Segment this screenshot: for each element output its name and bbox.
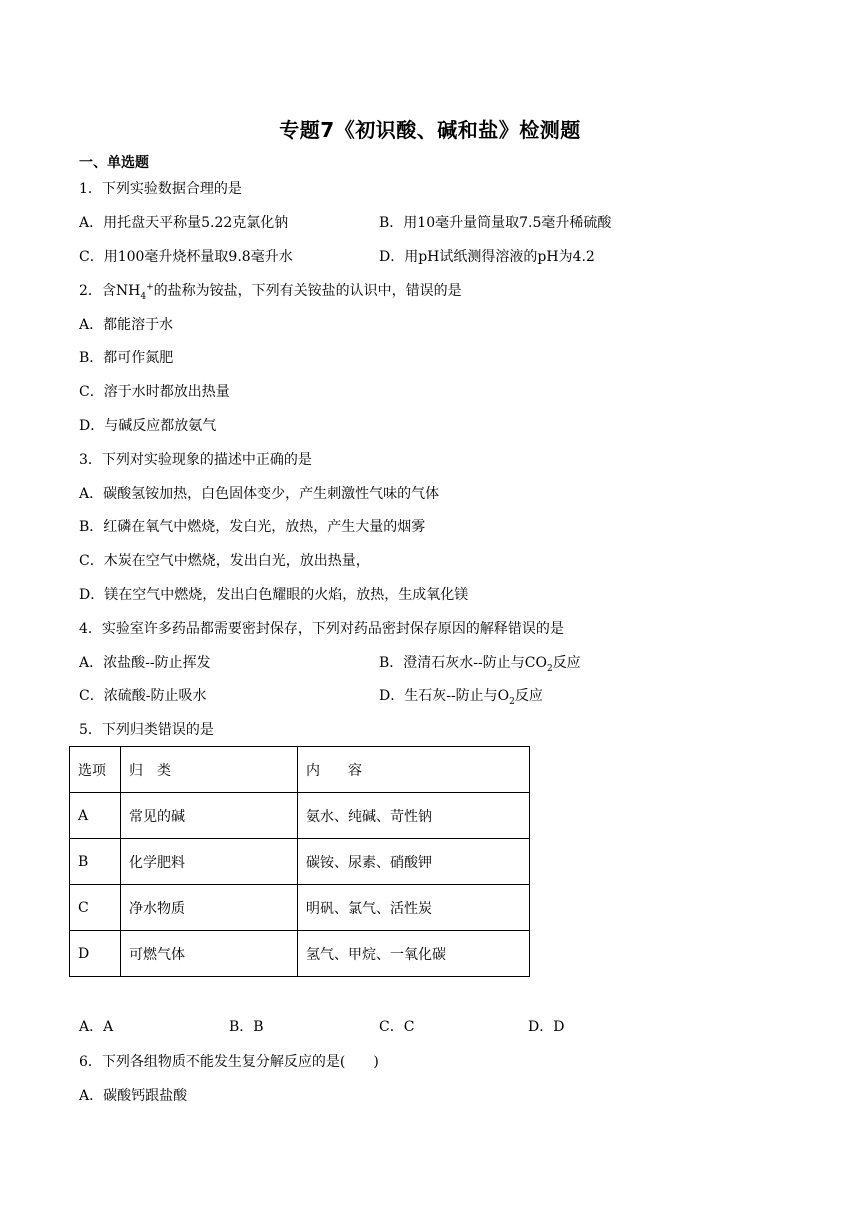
q4-option-c: C．浓硫酸-防止吸水 bbox=[79, 688, 207, 704]
table-header-cell: 选项 bbox=[70, 747, 121, 793]
q4-option-b-post: 反应 bbox=[552, 655, 581, 671]
table-header-cell: 内 容 bbox=[298, 747, 530, 793]
table-cell: 化学肥料 bbox=[121, 839, 298, 885]
table-cell: 净水物质 bbox=[121, 885, 298, 931]
table-cell: D bbox=[70, 931, 121, 977]
q2-stem-pre: 2．含NH bbox=[79, 283, 141, 299]
q1-option-a: A．用托盘天平称量5.22克氯化钠 bbox=[79, 215, 289, 231]
q3-option-a: A．碳酸氢铵加热，白色固体变少，产生刺激性气味的气体 bbox=[79, 486, 440, 502]
q4-option-d bbox=[379, 686, 543, 706]
q3-option-c: C．木炭在空气中燃烧，发出白光，放出热量， bbox=[79, 553, 370, 569]
q2-stem-sub: 4 bbox=[140, 291, 147, 302]
q2-stem-post: 的盐称为铵盐，下列有关铵盐的认识中，错误的是 bbox=[153, 283, 462, 299]
q6-option-a: A．碳酸钙跟盐酸 bbox=[79, 1088, 188, 1104]
q4-option-d-pre: D．生石灰--防止与O bbox=[379, 688, 510, 704]
table-row bbox=[70, 839, 530, 885]
table-cell: 氨水、纯碱、苛性钠 bbox=[298, 793, 530, 839]
table-cell: 常见的碱 bbox=[121, 793, 298, 839]
q3-option-d: D．镁在空气中燃烧，发出白色耀眼的火焰，放热，生成氧化镁 bbox=[79, 587, 469, 603]
q4-option-b bbox=[379, 653, 581, 673]
q3-option-b: B．红磷在氧气中燃烧，发白光，放热，产生大量的烟雾 bbox=[79, 519, 426, 535]
q5-classification-table bbox=[69, 746, 530, 977]
table-row bbox=[70, 885, 530, 931]
q2-option-a: A．都能溶于水 bbox=[79, 317, 174, 333]
q5-option-a: A．A bbox=[79, 1019, 114, 1035]
q6-stem: 6．下列各组物质不能发生复分解反应的是( ) bbox=[79, 1054, 379, 1070]
table-cell: 可燃气体 bbox=[121, 931, 298, 977]
q2-option-d: D．与碱反应都放氨气 bbox=[79, 418, 217, 434]
q4-option-d-post: 反应 bbox=[514, 688, 543, 704]
q5-option-c: C．C bbox=[379, 1019, 415, 1035]
q4-option-b-pre: B．澄清石灰水--防止与CO bbox=[379, 655, 547, 671]
q1-option-b: B．用10毫升量筒量取7.5毫升稀硫酸 bbox=[379, 215, 612, 231]
q5-option-d: D．D bbox=[528, 1019, 565, 1035]
table-row bbox=[70, 931, 530, 977]
table-cell: 氢气、甲烷、一氧化碳 bbox=[298, 931, 530, 977]
table-cell: 碳铵、尿素、硝酸钾 bbox=[298, 839, 530, 885]
table-cell: 明矾、氯气、活性炭 bbox=[298, 885, 530, 931]
q5-stem: 5．下列归类错误的是 bbox=[79, 722, 214, 738]
q4-stem: 4．实验室许多药品都需要密封保存，下列对药品密封保存原因的解释错误的是 bbox=[79, 621, 564, 637]
table-cell: B bbox=[70, 839, 121, 885]
document-title: 专题7《初识酸、碱和盐》检测题 bbox=[279, 118, 581, 142]
table-header-row bbox=[70, 747, 530, 793]
q2-stem-sup: + bbox=[146, 282, 154, 293]
q4-option-a: A．浓盐酸--防止挥发 bbox=[79, 655, 211, 671]
q4-option-d-sub: 2 bbox=[509, 696, 515, 707]
table-cell: C bbox=[70, 885, 121, 931]
q3-stem: 3．下列对实验现象的描述中正确的是 bbox=[79, 452, 312, 468]
q2-stem bbox=[79, 281, 462, 301]
q5-option-b: B．B bbox=[229, 1019, 264, 1035]
q1-option-c: C．用100毫升烧杯量取9.8毫升水 bbox=[79, 249, 293, 265]
section-heading: 一、单选题 bbox=[79, 155, 149, 171]
q1-option-d: D．用pH试纸测得溶液的pH为4.2 bbox=[379, 249, 595, 265]
table-row bbox=[70, 793, 530, 839]
q2-option-b: B．都可作氮肥 bbox=[79, 350, 174, 366]
q1-stem: 1．下列实验数据合理的是 bbox=[79, 181, 242, 197]
table-cell: A bbox=[70, 793, 121, 839]
q4-option-b-sub: 2 bbox=[546, 663, 553, 674]
table-header-cell: 归 类 bbox=[121, 747, 298, 793]
q2-option-c: C．溶于水时都放出热量 bbox=[79, 384, 230, 400]
